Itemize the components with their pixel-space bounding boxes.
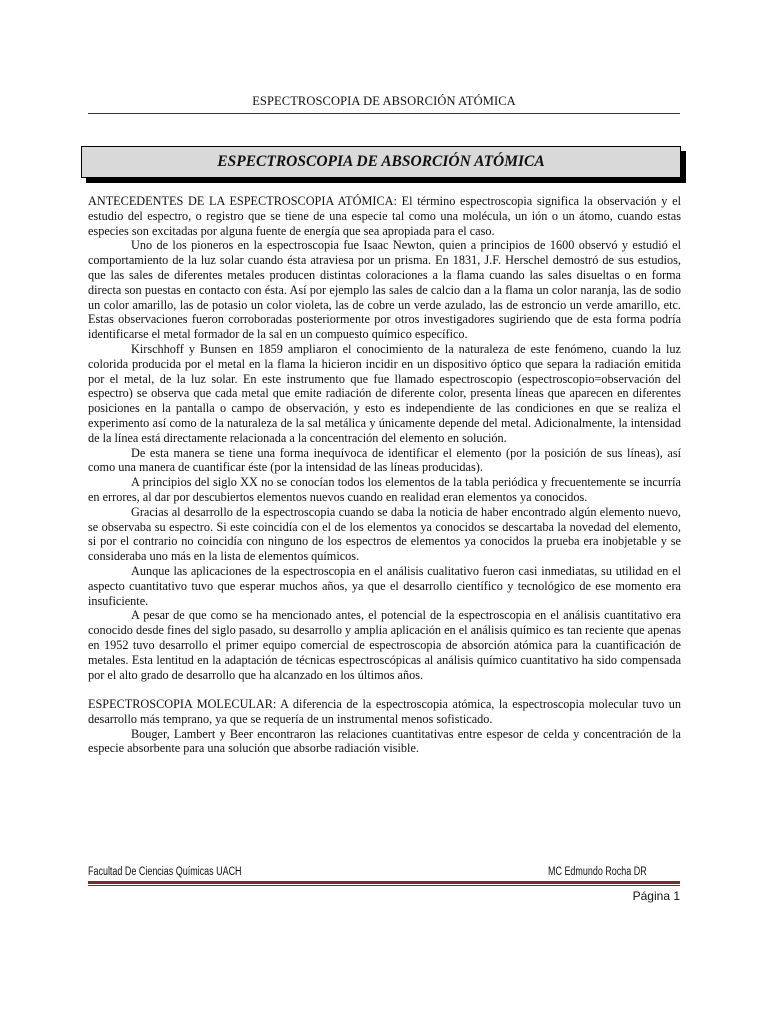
- paragraph-kirschhoff: Kirschhoff y Bunsen en 1859 ampliaron el conocimiento de la naturaleza de este fenómeno, cuando la luz colorida producida por el metal en la flama la hicieron incidir en un dispositivo óptico que separa la radiación emitida por el metal, de la luz solar. En este instrumento que fue llamado espectroscopio (espectroscopio=observación del espectro) se observa que cada metal que emite radiación de diferente color, presenta líneas que aparecen en diferentes posiciones en la pantalla o campo de observación, y esto es independiente de las condiciones en que se realiza el experimento así como de la naturaleza de la sal metálica y únicamente depende del metal. Adicionalmente, la intensidad de la línea está directamente relacionada a la concentración del elemento en solución.: [88, 341, 681, 445]
- footer-author: MC Edmundo Rocha DR: [548, 866, 647, 878]
- paragraph-potencial: A pesar de que como se ha mencionado antes, el potencial de la espectroscopia en el análisis cuantitativo era conocido desde fines del siglo pasado, su desarrollo y amplia aplicación en el análisis químico es tan reciente que apenas en 1952 tuvo desarrollo el primer equipo comercial de espectroscopia de absorción atómica para la cuantificación de metales. Esta lentitud en la adaptación de técnicas espectroscópicas al análisis químico cuantitativo ha sido compensada por el alto grado de desarrollo que ha alcanzado en los últimos años.: [88, 608, 681, 682]
- paragraph-antecedentes: ANTECEDENTES DE LA ESPECTROSCOPIA ATÓMICA: El término espectroscopia significa la observación y el estudio del espectro, o registro que se tiene de una especie tal como una molécula, un ión o un átomo, cuando estas especies son excitadas por alguna fuente de energía que sea apropiada para el caso.: [88, 194, 681, 238]
- document-body: [88, 194, 681, 756]
- paragraph-gracias: Gracias al desarrollo de la espectroscopia cuando se daba la noticia de haber encontrado algún elemento nuevo, se observaba su espectro. Si este coincidía con el de los elementos ya conocidos se descartaba la novedad del elemento, si por el contrario no coincidía con ninguno de los espectros de elementos ya conocidos la prueba era inobjetable y se consideraba uno más en la lista de elementos químicos.: [88, 504, 681, 564]
- footer-faculty: Facultad De Ciencias Químicas UACH: [88, 866, 242, 878]
- page-number: Página 1: [632, 889, 680, 903]
- header-rule: [88, 113, 680, 114]
- paragraph-siglo-xx: A principios del siglo XX no se conocían todos los elementos de la tabla periódica y frecuentemente se incurría en errores, al dar por descubiertos elementos nuevos cuando en realidad eran elementos ya conocidos.: [88, 475, 681, 504]
- footer-rule-thin: [88, 885, 680, 886]
- document-title: ESPECTROSCOPIA DE ABSORCIÓN ATÓMICA: [81, 146, 681, 178]
- paragraph-molecular: ESPECTROSCOPIA MOLECULAR: A diferencia de la espectroscopia atómica, la espectroscopia molecular tuvo un desarrollo más temprano, ya que se requería de un instrumental menos sofisticado.: [88, 697, 681, 726]
- paragraph-identificacion: De esta manera se tiene una forma inequívoca de identificar el elemento (por la posición de sus líneas), así como una manera de cuantificar éste (por la intensidad de las líneas producidas).: [88, 445, 681, 475]
- paragraph-aplicaciones: Aunque las aplicaciones de la espectroscopia en el análisis cualitativo fueron casi inmediatas, su utilidad en el aspecto cuantitativo tuvo que esperar muchos años, ya que el desarrollo científico y tecnológico de ese momento era insuficiente.: [88, 563, 681, 608]
- running-header: ESPECTROSCOPIA DE ABSORCIÓN ATÓMICA: [252, 94, 516, 108]
- paragraph-bouger: Bouger, Lambert y Beer encontraron las relaciones cuantitativas entre espesor de celda y concentración de la especie absorbente para una solución que absorbe radiación visible.: [88, 726, 681, 756]
- paragraph-newton: Uno de los pioneros en la espectroscopia fue Isaac Newton, quien a principios de 1600 observó y estudió el comportamiento de la luz solar cuando ésta atraviesa por un prisma. En 1831, J.F. Herschel demostró de sus estudios, que las sales de diferentes metales producen distintas coloraciones a la flama cuando las sales disueltas o en forma directa son puestas en contacto con ésta. Así por ejemplo las sales de calcio dan a la flama un color naranja, las de sodio un color amarillo, las de potasio un color violeta, las de cobre un verde azulado, las de estroncio un verde amarillo, etc. Estas observaciones fueron corroboradas posteriormente por otros investigadores sugiriendo que de esta forma podría identificarse el metal formador de la sal en un compuesto químico específico.: [88, 238, 681, 342]
- footer-rule-thick: [88, 881, 680, 884]
